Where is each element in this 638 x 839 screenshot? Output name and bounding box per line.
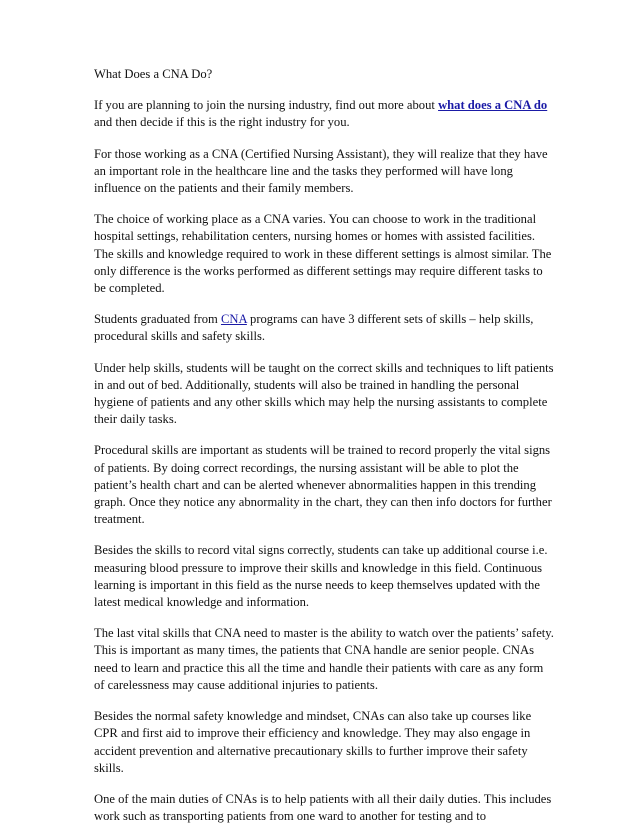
students-text-after: programs can have 3 different sets of skills – help skills, procedural skills and safety skills. <box>94 312 534 344</box>
what-does-cna-do-link[interactable]: what does a CNA do <box>438 98 548 113</box>
paragraph-students <box>94 311 554 345</box>
paragraph-intro <box>94 97 554 131</box>
paragraph-main-duties: One of the main duties of CNAs is to help patients with all their daily duties. This includes work such as transporting patients from one ward to another for testing and to <box>94 791 552 824</box>
paragraph-normal-safety: Besides the normal safety knowledge and mindset, CNAs can also take up courses like CPR and first aid to improve their efficiency and knowledge. They may also engage in accident prevention and alternative precautionary skills to further improve their safety skills. <box>94 709 532 775</box>
intro-text-after: and then decide if this is the right industry for you. <box>94 115 350 130</box>
document-title: What Does a CNA Do? <box>94 67 213 81</box>
document-page <box>94 66 554 839</box>
paragraph-workplace: The choice of working place as a CNA varies. You can choose to work in the traditional hospital settings, rehabilitation centers, nursing homes or homes with assisted facilities. The skills and knowledge required to work in these different settings is almost similar. The only difference is the works performed as different settings may require different tasks to be completed. <box>94 212 552 296</box>
paragraph-procedural-skills: Procedural skills are important as students will be trained to record properly the vital signs of patients. By doing correct recordings, the nursing assistant will be able to plot the patient’s health chart and can be alerted whenever abnormalities happen in this trending graph. Once they notice any abnormality in the chart, they can then info doctors for further treatment. <box>94 443 552 527</box>
paragraph-additional-course: Besides the skills to record vital signs correctly, students can take up additional course i.e. measuring blood pressure to improve their skills and knowledge in this field. Continuous learning is important in this field as the nurse needs to keep themselves updated with the latest medical knowledge and information. <box>94 543 548 610</box>
intro-text-before: If you are planning to join the nursing industry, find out more about <box>94 98 439 113</box>
paragraph-certified: For those working as a CNA (Certified Nursing Assistant), they will realize that they have an important role in the healthcare line and the tasks they performed will have long influence on the patients and their family members. <box>94 146 548 196</box>
cna-link[interactable]: CNA <box>220 312 247 327</box>
students-text-before: Students graduated from <box>94 312 221 327</box>
paragraph-safety-skills: The last vital skills that CNA need to master is the ability to watch over the patients’ safety. This is important as many times, the patients that CNA handle are senior people. CNAs need to learn and practice this all the time and handle their patients with care as any form of carelessness may cause additional injuries to patients. <box>94 626 554 692</box>
paragraph-help-skills: Under help skills, students will be taught on the correct skills and techniques to lift patients in and out of bed. Additionally, students will also be trained in handling the personal hygiene of patients and any other skills which may help the nursing assistants to complete their daily tasks. <box>94 360 554 427</box>
